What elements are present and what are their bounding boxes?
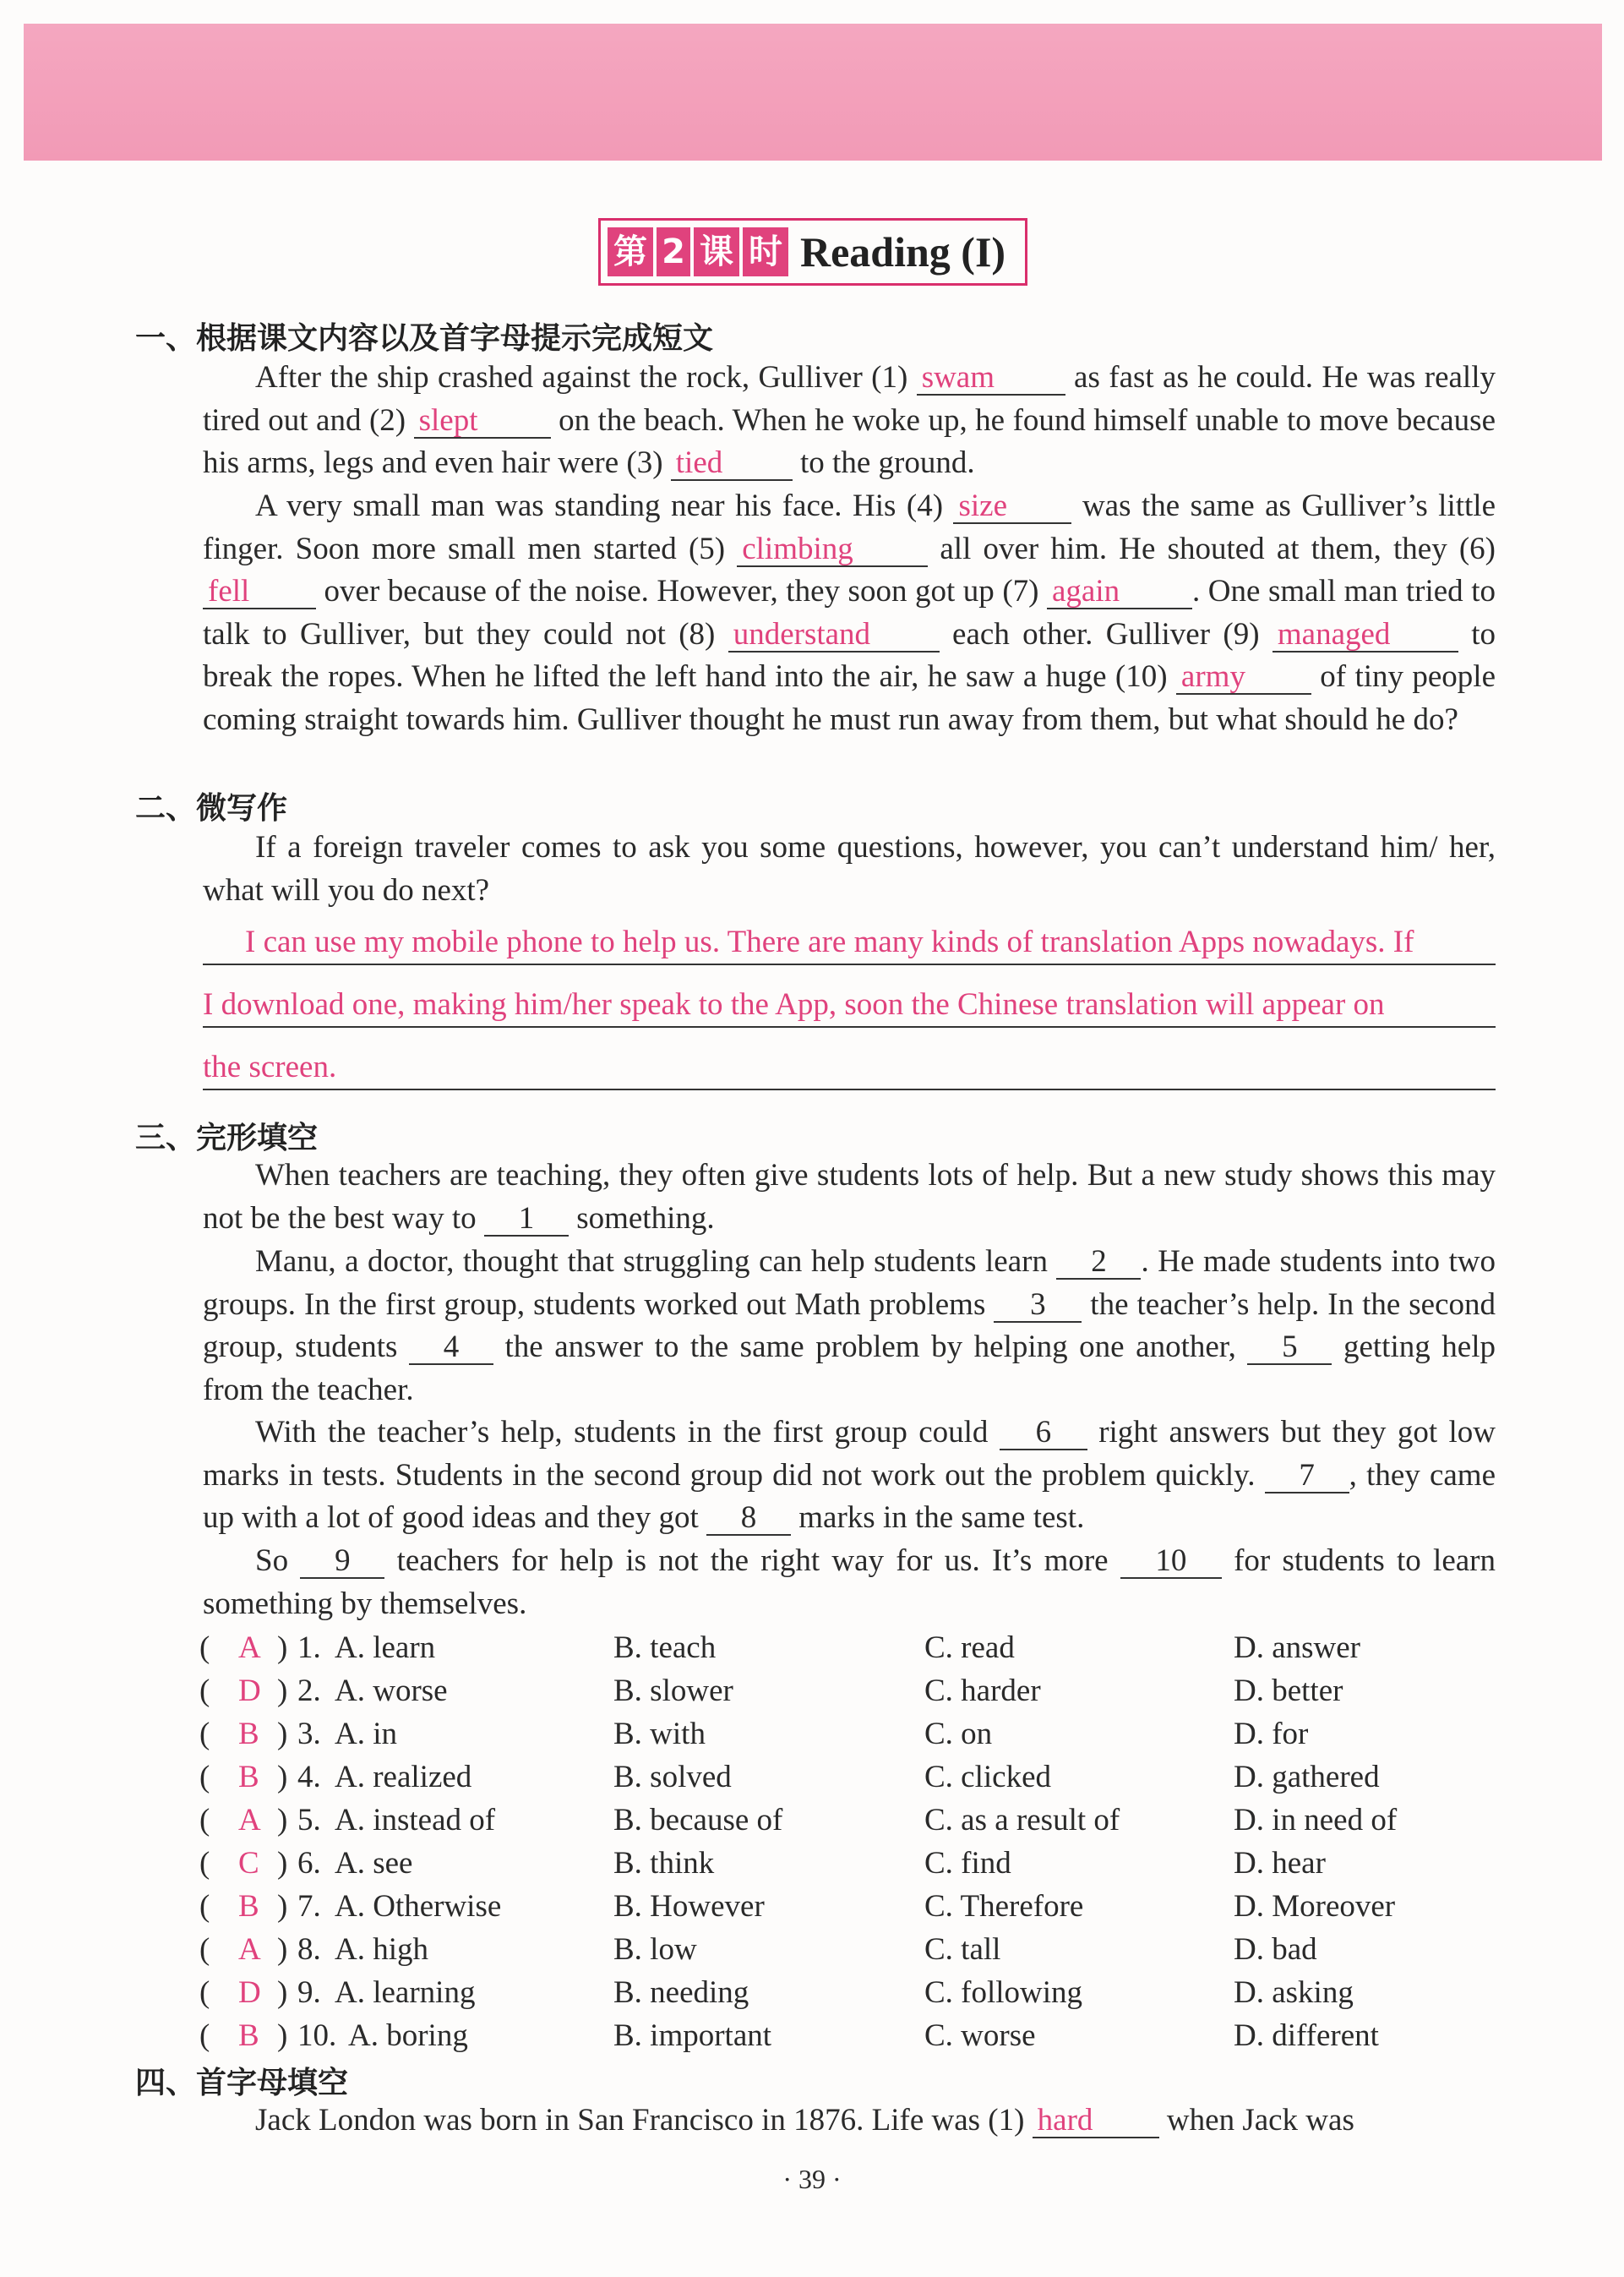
answer-text: climbing (742, 531, 853, 566)
option-row: ( B ) 4. A. realized B. solved C. clicked D. gathered (199, 1756, 1518, 1799)
option-row: ( A ) 8. A. high B. low C. tall D. bad (199, 1928, 1518, 1971)
answer-blank[interactable] (671, 447, 793, 481)
answer-text: size (958, 489, 1008, 523)
answer-blank[interactable] (1176, 661, 1311, 695)
option-row: ( B ) 10. A. boring B. important C. worse D. different (199, 2014, 1518, 2057)
option-answer[interactable]: A (238, 1630, 261, 1665)
section2-heading: 二、微写作 (135, 791, 288, 826)
section4-paragraph: Jack London was born in San Francisco in 1876. Life was (1) hard when Jack was (255, 2103, 1354, 2138)
section3-heading: 三、完形填空 (135, 1121, 319, 1155)
lesson-char: 第 (608, 227, 653, 276)
answer-blank[interactable] (414, 402, 551, 439)
option-row: ( D ) 9. A. learning B. needing C. following D. asking (199, 1971, 1518, 2014)
option-answer[interactable]: B (238, 2018, 259, 2053)
option-answer[interactable]: A (238, 1932, 261, 1967)
top-banner (24, 24, 1602, 161)
section3-paragraph2: Manu, a doctor, thought that struggling can help students learn 2 . He made students into two groups. In the first group, students worked out Math problems 3 the teacher’s help. In the second group, students 4 the answer to the same problem by helping one another, 5 getting help from the teacher. (203, 1244, 1496, 1407)
option-row: ( A ) 1. A. learn B. teach C. read D. answer (199, 1626, 1518, 1669)
answer-blank[interactable] (1047, 576, 1192, 609)
lesson-char: 时 (743, 227, 788, 276)
option-answer[interactable]: A (238, 1803, 261, 1837)
option-row: ( B ) 7. A. Otherwise B. However C. Therefore D. Moreover (199, 1885, 1518, 1928)
option-answer[interactable]: D (238, 1975, 261, 2010)
answer-text: fell (208, 574, 250, 609)
option-answer[interactable]: D (238, 1674, 261, 1708)
section1-paragraph2: A very small man was standing near his face. His (4) size was the same as Gulliver’s little finger. Soon more small men started (5) climbing all over him. He shouted at them, they (6) fell over because of the noise. However, they soon got up (7) again . One small man tried to talk to Gulliver, but they could not (8) understand each other. Gulliver (9) managed to break the ropes. When he lifted the left hand into the air, he saw a huge (10) army of tiny people coming straight towards him. Gulliver thought he must run away from them, but what should he do? (203, 489, 1496, 737)
answer-blank[interactable] (728, 616, 940, 653)
option-answer[interactable]: C (238, 1846, 259, 1881)
answer-text: tied (675, 445, 723, 481)
writing-line-3[interactable]: the screen. (203, 1046, 1496, 1090)
lesson-title-box (598, 218, 1027, 286)
answer-text: again (1052, 574, 1120, 609)
option-answer[interactable]: B (238, 1717, 259, 1751)
answer-blank[interactable] (737, 533, 928, 567)
answer-blank[interactable] (203, 576, 316, 609)
option-row: ( D ) 2. A. worse B. slower C. harder D. better (199, 1669, 1518, 1712)
lesson-title: Reading (I) (800, 228, 1006, 276)
answer-blank[interactable] (953, 490, 1071, 524)
section1-paragraph1: After the ship crashed against the rock, Gulliver (1) swam as fast as he could. He was really tired out and (2) slept on the beach. When he woke up, he found himself unable to move because his arms, legs and even hair were (3) tied to the ground. (203, 360, 1496, 481)
section3-paragraph1: When teachers are teaching, they often give students lots of help. But a new study shows this may not be the best way to 1 something. (203, 1158, 1496, 1236)
option-answer[interactable]: B (238, 1889, 259, 1924)
section2-question: If a foreign traveler comes to ask you some questions, however, you can’t understand him/ her, what will you do next? (203, 830, 1496, 908)
writing-line-2[interactable]: I download one, making him/her speak to the App, soon the Chinese translation will appear on (203, 984, 1496, 1028)
lesson-number: 2 (657, 227, 690, 276)
section3-paragraph4: So 9 teachers for help is not the right way for us. It’s more 10 for students to learn something by themselves. (203, 1543, 1496, 1621)
lesson-char: 课 (694, 227, 739, 276)
writing-line-1[interactable]: I can use my mobile phone to help us. There are many kinds of translation Apps nowadays. If (203, 921, 1496, 965)
answer-text: army (1180, 659, 1245, 695)
option-row: ( A ) 5. A. instead of B. because of C. as a result of D. in need of (199, 1799, 1518, 1842)
answer-text: understand (733, 616, 871, 652)
section4-heading: 四、首字母填空 (135, 2066, 349, 2100)
option-answer[interactable]: B (238, 1760, 259, 1794)
section3-paragraph3: With the teacher’s help, students in the first group could 6 right answers but they got low marks in tests. Students in the second group did not work out the problem quickly. 7 , they came up with a lot of good ideas and they got 8 marks in the same test. (203, 1415, 1496, 1536)
answer-text: slept (418, 402, 478, 438)
answer-blank[interactable] (1033, 2105, 1159, 2138)
section1-heading: 一、根据课文内容以及首字母提示完成短文 (135, 321, 714, 356)
answer-blank[interactable] (917, 362, 1065, 396)
page-number: · 39 · (782, 2164, 842, 2194)
answer-text: swam (921, 360, 995, 395)
option-row: ( B ) 3. A. in B. with C. on D. for (199, 1712, 1518, 1756)
answer-blank[interactable] (1272, 616, 1458, 653)
option-row: ( C ) 6. A. see B. think C. find D. hear (199, 1842, 1518, 1885)
answer-text: managed (1277, 616, 1391, 652)
answer-text: hard (1037, 2103, 1093, 2138)
